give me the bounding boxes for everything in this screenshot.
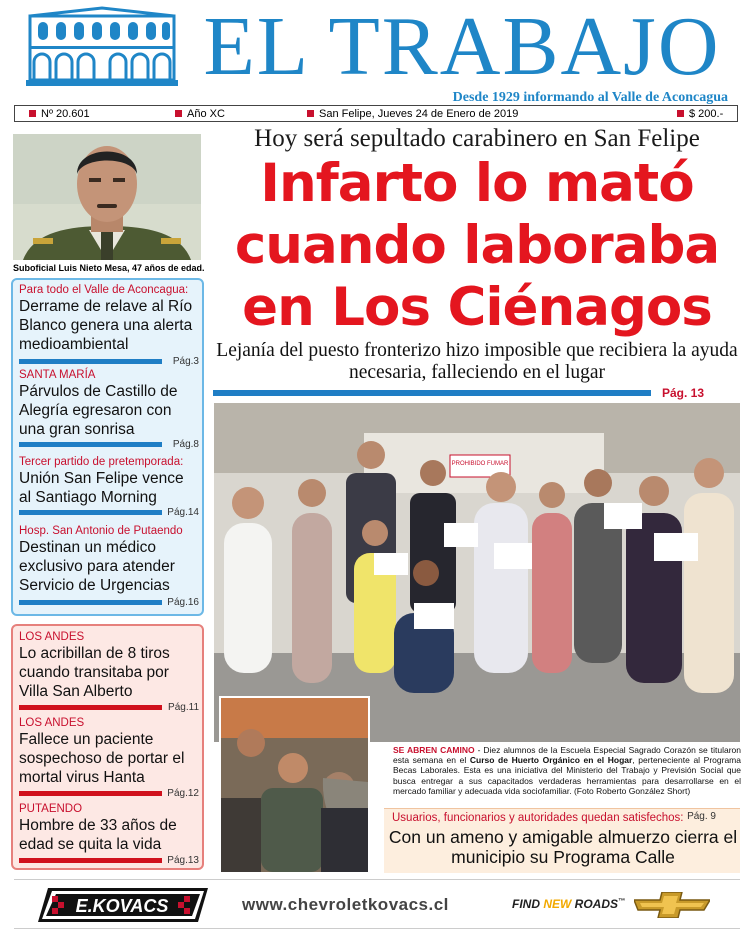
photo-caption-lead: SE ABREN CAMINO [393,745,475,755]
brief-divider-bar [19,705,162,710]
brief-divider-bar [19,359,162,364]
ad-slogan: FIND NEW ROADS™ [512,897,626,911]
main-story-kicker: Hoy será sepultado carabinero en San Felipe [254,125,700,152]
main-headline-line[interactable]: en Los Ciénagos [242,277,712,338]
bullet-square-icon [175,110,182,117]
programa-calle-page-ref: Pág. 9 [687,811,716,822]
brief-headline[interactable]: Fallece un paciente sospechoso de portar el mortal virus Hanta [19,731,185,786]
photo-caption-course: Curso de Huerto Orgánico en el Hogar [469,755,633,766]
bullet-square-icon [307,110,314,117]
issue-year: Año XC [175,107,225,121]
main-headline-line[interactable]: Infarto lo mató [260,153,694,214]
brief-page-ref: Pág.3 [172,356,199,367]
main-headline-line[interactable]: cuando laboraba [234,215,720,276]
brief-kicker: Para todo el Valle de Aconcagua: [19,284,189,296]
photo-caption-text: - Diez alumnos de la Escuela Especial Sagrado Corazón se titularon esta semana en el [393,745,741,766]
brief-headline[interactable]: Derrame de relave al Río Blanco genera una alerta medioambiental [19,298,193,353]
programa-calle-kicker: Usuarios, funcionarios y autoridades quedan satisfechos: [392,812,684,824]
main-story-page-ref: Pág. 13 [662,386,705,400]
brief-page-ref: Pág.14 [167,507,199,518]
graduation-illustration [214,403,740,742]
brief-kicker: Hosp. San Antonio de Putaendo [19,525,183,537]
issue-number: Nº 20.601 [29,107,90,121]
programa-calle-headline[interactable]: Con un ameno y amigable almuerzo cierra el municipio su Programa Calle [388,827,738,867]
briefs-red-box [11,624,204,870]
brief-item[interactable] [19,283,199,367]
portrait-photo[interactable] [13,134,201,260]
brief-item[interactable] [19,802,199,866]
kovacs-brand-text: E.KOVACS [75,896,169,916]
brief-item[interactable] [19,630,199,713]
ad-url-link[interactable]: www.chevroletkovacs.cl [242,895,449,914]
chevrolet-kovacs-ad[interactable] [14,879,740,929]
brief-page-ref: Pág.12 [167,788,199,799]
portrait-illustration [13,134,201,260]
brief-divider-bar [19,791,162,796]
brief-item[interactable] [19,368,199,450]
bullet-square-icon [29,110,36,117]
brief-kicker: LOS ANDES [19,631,85,643]
brief-divider-bar [19,510,162,515]
brief-headline[interactable]: Lo acribillan de 8 tiros cuando transitaba por Villa San Alberto [19,645,170,700]
brief-divider-bar [19,442,162,447]
programa-calle-photo[interactable] [219,696,370,874]
newspaper-name: EL TRABAJO [203,0,721,93]
photo-caption [393,745,741,796]
issue-dateline: San Felipe, Jueves 24 de Enero de 2019 [307,107,518,121]
brief-kicker: PUTAENDO [19,803,83,815]
briefs-blue-box [11,278,204,616]
brief-divider-bar [19,858,162,863]
brief-page-ref: Pág.16 [167,597,199,608]
building-logo-icon [24,6,180,88]
newspaper-tagline: Desde 1929 informando al Valle de Aconcagua [452,90,728,105]
photo-caption-text: , perteneciente al Programa Becas Laborales. Esta es una iniciativa del Ministerio del Trabajo y Previsión Social que busca entregar a sus capacitados verdaderas herramientas para desarrollarse en el mercado familiar y adecuada vida sociofamiliar. (Foto Roberto González Short) [393,755,741,796]
programa-calle-story[interactable] [384,808,740,873]
masthead [0,0,750,122]
brief-headline[interactable]: Destinan un médico exclusivo para atender Servicio de Urgencias [19,539,175,594]
brief-item[interactable] [19,524,199,608]
brief-headline[interactable]: Hombre de 33 años de edad se quita la vida [19,817,177,853]
bullet-square-icon [677,110,684,117]
brief-item[interactable] [19,455,199,518]
brief-kicker: SANTA MARÍA [19,369,96,381]
brief-headline[interactable]: Unión San Felipe vence al Santiago Morning [19,470,184,506]
chevrolet-bowtie-icon [634,892,710,918]
brief-divider-bar [19,600,162,605]
brief-page-ref: Pág.11 [168,702,199,713]
brief-kicker: Tercer partido de pretemporada: [19,456,184,468]
brief-headline[interactable]: Párvulos de Castillo de Alegría egresaron con una gran sonrisa [19,383,178,438]
programa-calle-illustration [221,698,368,872]
portrait-caption: Suboficial Luis Nieto Mesa, 47 años de edad. [13,263,205,273]
issue-info-bar [14,105,738,122]
kovacs-logo[interactable] [38,886,208,924]
brief-item[interactable] [19,716,199,799]
brief-page-ref: Pág.8 [172,439,199,450]
issue-price: $ 200.- [677,107,723,121]
brief-page-ref: Pág.13 [167,855,199,866]
graduation-photo[interactable] [214,403,740,742]
main-story-divider-bar [213,390,651,396]
no-smoking-sign: PROHIBIDO FUMAR [451,461,509,467]
main-story-subhead: Lejanía del puesto fronterizo hizo imposible que recibiera la ayuda necesaria, falleciendo en el lugar [216,340,738,383]
brief-kicker: LOS ANDES [19,717,85,729]
